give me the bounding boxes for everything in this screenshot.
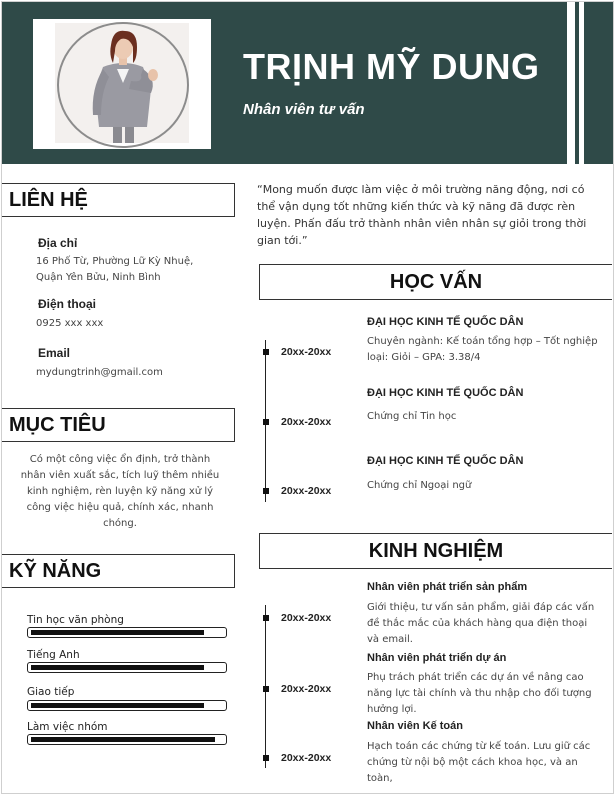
- timeline-dot: [263, 615, 269, 621]
- education-date: 20xx-20xx: [281, 485, 332, 497]
- education-school: ĐẠI HỌC KINH TẾ QUỐC DÂN: [367, 455, 524, 467]
- section-heading-objective: [2, 408, 235, 442]
- section-heading-education: [259, 264, 612, 300]
- education-date: 20xx-20xx: [281, 346, 332, 358]
- email-value: mydungtrinh@gmail.com: [36, 367, 163, 378]
- skill-bar-fill: [31, 665, 204, 670]
- education-desc: Chuyên ngành: Kế toán tổng hợp – Tốt nghiệp loại: Giỏi – GPA: 3.38/4: [367, 336, 598, 363]
- skill-label: Tiếng Anh: [27, 649, 80, 661]
- experience-date: 20xx-20xx: [281, 752, 332, 764]
- education-school: ĐẠI HỌC KINH TẾ QUỐC DÂN: [367, 316, 524, 328]
- header-stripe: [567, 2, 575, 164]
- experience-role: Nhân viên Kế toán: [367, 720, 463, 732]
- experience-desc: Hạch toán các chứng từ kế toán. Lưu giữ các chứng từ nội bộ một cách khoa học, và an toàn,: [367, 741, 591, 784]
- experience-role: Nhân viên phát triển sản phẩm: [367, 581, 528, 593]
- experience-date: 20xx-20xx: [281, 612, 332, 624]
- timeline-dot: [263, 686, 269, 692]
- experience-role: Nhân viên phát triển dự án: [367, 652, 507, 664]
- timeline-dot: [263, 419, 269, 425]
- job-title: Nhân viên tư vấn: [243, 101, 365, 118]
- skill-label: Làm việc nhóm: [27, 721, 108, 733]
- skill-bar-fill: [31, 737, 215, 742]
- skill-label: Giao tiếp: [27, 686, 75, 698]
- address-value: 16 Phố Từ, Phường Lữ Kỳ Nhuệ, Quận Yên Bửu, Ninh Bình: [36, 256, 194, 283]
- section-heading-text: KỸ NĂNG: [9, 560, 102, 582]
- skill-bar: [27, 662, 227, 673]
- experience-date: 20xx-20xx: [281, 683, 332, 695]
- experience-desc: Giới thiệu, tư vấn sản phẩm, giải đáp các vấn đề thắc mắc của khách hàng qua điện thoại và email.: [367, 602, 595, 645]
- section-heading-text: HỌC VẤN: [389, 271, 483, 293]
- phone-value: 0925 xxx xxx: [36, 318, 104, 329]
- header-stripe: [579, 2, 584, 164]
- skill-bar: [27, 734, 227, 745]
- header-banner: [2, 2, 613, 164]
- skill-label: Tin học văn phòng: [27, 614, 124, 626]
- section-heading-text: LIÊN HỆ: [9, 189, 88, 211]
- experience-desc: Phụ trách phát triển các dự án về nâng cao năng lực tài chính và thu nhập cho đối tượng hưởng lợi.: [367, 672, 592, 715]
- section-heading-experience: [259, 533, 612, 569]
- skill-bar-fill: [31, 630, 204, 635]
- timeline-dot: [263, 755, 269, 761]
- profile-photo-frame: [33, 19, 211, 149]
- timeline-dot: [263, 349, 269, 355]
- education-desc: Chứng chỉ Ngoại ngữ: [367, 480, 472, 491]
- profile-photo: [33, 19, 211, 149]
- section-heading-skills: [2, 554, 235, 588]
- section-heading-text: KINH NGHIỆM: [368, 540, 504, 562]
- timeline-dot: [263, 488, 269, 494]
- email-label: Email: [38, 346, 71, 360]
- education-date: 20xx-20xx: [281, 416, 332, 428]
- section-heading-contact: [2, 183, 235, 217]
- skill-bar-fill: [31, 703, 204, 708]
- objective-text: Có một công việc ổn định, trở thành nhân viên xuất sắc, tích luỹ thêm nhiều kinh nghiệm, rèn luyện kỹ năng xử lý công việc hiệu quả, chính xác, nhanh chóng.: [20, 454, 220, 529]
- skill-bar: [27, 700, 227, 711]
- section-heading-text: MỤC TIÊU: [9, 414, 106, 436]
- candidate-name: TRỊNH MỸ DUNG: [243, 46, 540, 87]
- education-school: ĐẠI HỌC KINH TẾ QUỐC DÂN: [367, 387, 524, 399]
- education-desc: Chứng chỉ Tin học: [367, 411, 457, 422]
- skill-bar: [27, 627, 227, 638]
- phone-label: Điện thoại: [38, 297, 97, 311]
- career-quote: “Mong muốn được làm việc ở môi trường năng động, nơi có thể vận dụng tốt những kiến thức và kỹ năng đã được rèn luyện. Phấn đấu trở thành nhân viên nhân sự giỏi trong thời gian tới.”: [257, 183, 587, 247]
- address-label: Địa chỉ: [38, 236, 78, 250]
